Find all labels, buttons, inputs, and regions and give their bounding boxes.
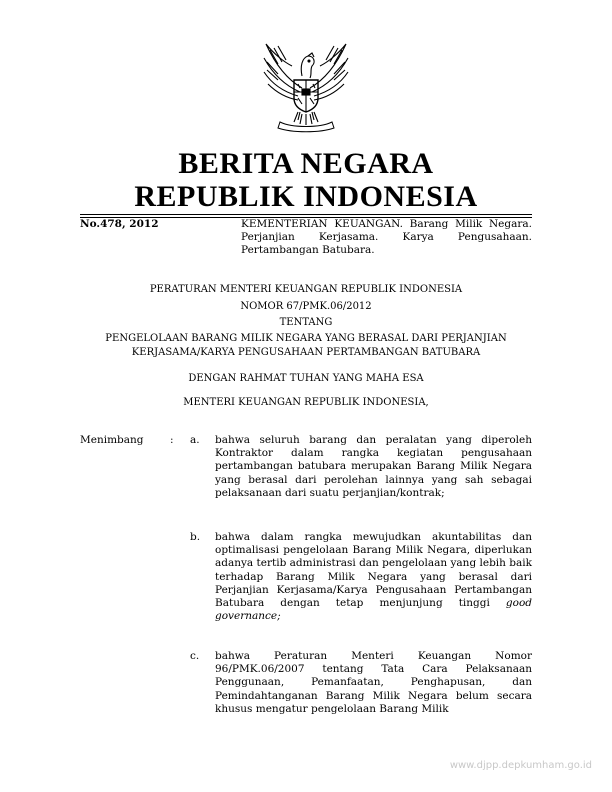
considering-colon: : <box>170 434 174 446</box>
considering-item-text: bahwa Peraturan Menteri Keuangan Nomor 96/PMK.06/2007 tentang Tata Cara Pelaksanaan Penggunaan, Pemanfaatan, Penghapusan, dan Pemindahtanganan Barang Milik Negara belum secara khusus mengatur pengelolaan Barang Milik <box>215 650 532 715</box>
masthead-subtitle: REPUBLIK INDONESIA <box>134 180 478 213</box>
considering-item-text: bahwa seluruh barang dan peralatan yang diperoleh Kontraktor dalam rangka kegiatan pengusahaan pertambangan batubara merupakan Barang Milik Negara yang berasal dari perolehan lainnya yang sah sebagai pelaksanaan dari suatu perjanjian/kontrak; <box>215 434 532 499</box>
gazette-subject: KEMENTERIAN KEUANGAN. Barang Milik Negara. Perjanjian Kerjasama. Karya Pengusahaan. Pertambangan Batubara. <box>241 218 532 256</box>
masthead-title: BERITA NEGARA <box>178 147 434 180</box>
gazette-number: No.478, 2012 <box>80 218 159 230</box>
regulation-issuer: MENTERI KEUANGAN REPUBLIK INDONESIA, <box>183 397 429 408</box>
considering-item-italic-term: good governance; <box>215 597 532 623</box>
considering-item-text <box>215 531 532 623</box>
masthead-rule-thick <box>80 214 532 215</box>
considering-item-letter: c. <box>190 650 200 662</box>
regulation-invocation: DENGAN RAHMAT TUHAN YANG MAHA ESA <box>188 373 424 384</box>
regulation-subject-line2: KERJASAMA/KARYA PENGUSAHAAN PERTAMBANGAN BATUBARA <box>131 347 481 358</box>
garuda-emblem-icon <box>258 36 354 136</box>
regulation-number: NOMOR 67/PMK.06/2012 <box>240 301 372 312</box>
regulation-about: TENTANG <box>279 317 333 328</box>
considering-label: Menimbang <box>80 434 144 446</box>
source-watermark: www.djpp.depkumham.go.id <box>449 760 592 771</box>
considering-item-letter: b. <box>190 531 201 543</box>
considering-item-letter: a. <box>190 434 200 446</box>
regulation-subject-line1: PENGELOLAAN BARANG MILIK NEGARA YANG BERASAL DARI PERJANJIAN <box>105 333 507 344</box>
considering-item-body: bahwa dalam rangka mewujudkan akuntabilitas dan optimalisasi pengelolaan Barang Milik Negara, diperlukan adanya tertib administrasi dan pengelolaan yang lebih baik terhadap Barang Milik Negara yang berasal dari Perjanjian Kerjasama/Karya Pengusahaan Pertambangan Batubara dengan tetap menjunjung tinggi <box>215 531 532 610</box>
regulation-title: PERATURAN MENTERI KEUANGAN REPUBLIK INDONESIA <box>149 284 463 295</box>
